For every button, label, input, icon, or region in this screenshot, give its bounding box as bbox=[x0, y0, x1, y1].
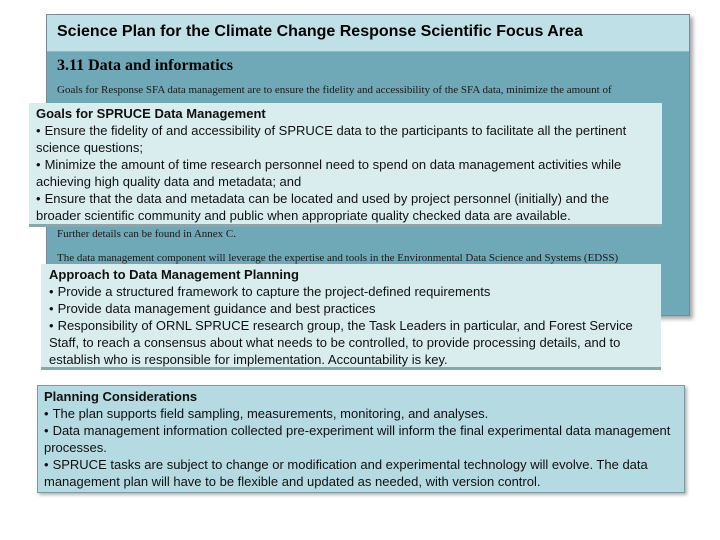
goals-bullet bbox=[36, 190, 656, 224]
bullet-icon: • bbox=[36, 191, 41, 206]
document-header-bar bbox=[47, 15, 689, 52]
bullet-icon: • bbox=[44, 406, 49, 421]
goals-bullet-text: Ensure the fidelity of and accessibility of SPRUCE data to the participants to facilitate all the pertinent science questions; bbox=[36, 123, 627, 155]
planning-bullet bbox=[44, 405, 678, 422]
approach-bullet-text: Provide a structured framework to capture the project-defined requirements bbox=[57, 284, 491, 299]
bullet-icon: • bbox=[44, 423, 49, 438]
approach-bullet-text: Provide data management guidance and best practices bbox=[57, 301, 376, 316]
goals-bullet bbox=[36, 156, 656, 190]
approach-title: Approach to Data Management Planning bbox=[49, 267, 299, 282]
bullet-icon: • bbox=[49, 301, 54, 316]
section-heading: 3.11 Data and informatics bbox=[57, 57, 233, 74]
bullet-icon: • bbox=[36, 123, 41, 138]
bullet-icon: • bbox=[36, 157, 41, 172]
goals-title: Goals for SPRUCE Data Management bbox=[36, 106, 266, 121]
planning-bullet-text: The plan supports field sampling, measurements, monitoring, and analyses. bbox=[52, 406, 489, 421]
planning-bullet bbox=[44, 456, 678, 490]
goals-bullet bbox=[36, 122, 656, 156]
goals-bullet-text: Minimize the amount of time research personnel need to spend on data management activities while achieving high quality data and metadata; and bbox=[36, 157, 622, 189]
document-further-details: Further details can be found in Annex C. bbox=[57, 228, 237, 240]
document-title: Science Plan for the Climate Change Response Scientific Focus Area bbox=[57, 23, 583, 40]
planning-bullet bbox=[44, 422, 678, 456]
document-paragraph: Goals for Response SFA data management are to ensure the fidelity and accessibility of the SFA data, minimize the amount of bbox=[57, 84, 612, 96]
approach-callout-box bbox=[41, 264, 661, 370]
planning-bullet-text: Data management information collected pre-experiment will inform the final experimental data management processes. bbox=[44, 423, 671, 455]
document-paragraph-2: The data management component will leverage the expertise and tools in the Environmental Data Science and Systems (EDSS) bbox=[57, 252, 619, 264]
approach-bullet bbox=[49, 300, 655, 317]
planning-title: Planning Considerations bbox=[44, 389, 198, 404]
goals-bullet-text: Ensure that the data and metadata can be located and used by project personnel (initially) and the broader scientific community and public when appropriate quality checked data are available. bbox=[36, 191, 609, 223]
goals-callout-box bbox=[29, 103, 662, 227]
approach-bullet-text: Responsibility of ORNL SPRUCE research group, the Task Leaders in particular, and Forest Service Staff, to reach a consensus about what needs to be controlled, to provide processing details, and to establish who is responsible for implementation. Accountability is key. bbox=[49, 318, 633, 367]
bullet-icon: • bbox=[44, 457, 49, 472]
bullet-icon: • bbox=[49, 318, 54, 333]
bullet-icon: • bbox=[49, 284, 54, 299]
planning-considerations-box bbox=[37, 385, 685, 493]
planning-bullet-text: SPRUCE tasks are subject to change or modification and experimental technology will evolve. The data management plan will have to be flexible and updated as needed, with version control. bbox=[44, 457, 648, 489]
approach-bullet bbox=[49, 317, 655, 368]
approach-bullet bbox=[49, 283, 655, 300]
